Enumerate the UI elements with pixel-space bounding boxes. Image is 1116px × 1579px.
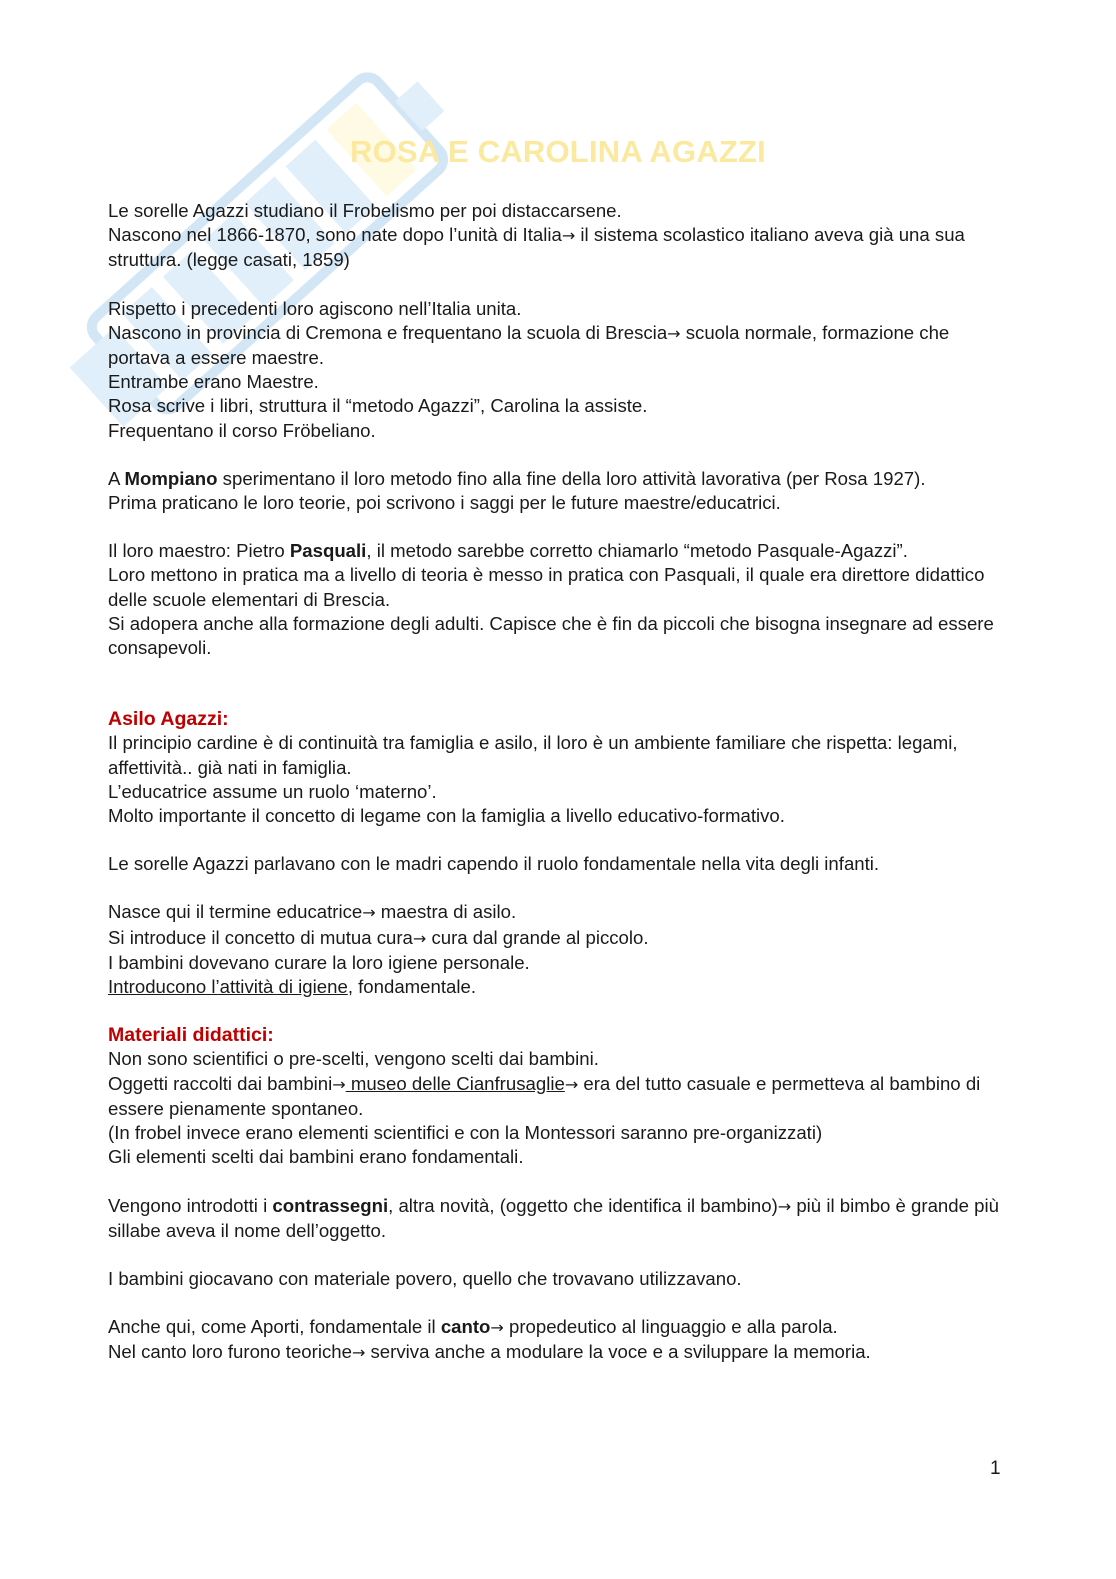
section-heading: Materiali didattici: [108, 1024, 274, 1047]
arrow-right-icon: → [332, 1074, 346, 1094]
paragraph: Nascono in provincia di Cremona e frequentano la scuola di Brescia→ scuola normale, formazione che portava a essere maestre. [108, 321, 950, 369]
paragraph: Anche qui, come Aporti, fondamentale il canto→ propedeutico al linguaggio e alla parola. [108, 1316, 838, 1338]
paragraph: Si introduce il concetto di mutua cura→ cura dal grande al piccolo. [108, 926, 649, 948]
paragraph: Oggetti raccolti dai bambini→ museo delle Cianfrusaglie→ era del tutto casuale e permetteva al bambino di essere pienamente spontaneo. [108, 1072, 981, 1119]
paragraph: Vengono introdotti i contrassegni, altra novità, (oggetto che identifica il bambino)→ più il bimbo è grande più sillabe aveva il nome dell’oggetto. [108, 1194, 999, 1241]
paragraph: Il principio cardine è di continuità tra famiglia e asilo, il loro è un ambiente familiare che rispetta: legami, affettività.. già nati in famiglia. [108, 732, 958, 778]
paragraph: Introducono l’attività di igiene, fondamentale. [108, 976, 476, 998]
paragraph: Nel canto loro furono teoriche→ serviva anche a modulare la voce e a sviluppare la memoria. [108, 1341, 871, 1363]
page-number: 1 [990, 1458, 1001, 1479]
section-heading: Asilo Agazzi: [108, 708, 229, 731]
paragraph: Si adopera anche alla formazione degli adulti. Capisce che è fin da piccoli che bisogna insegnare ad essere consapevoli. [108, 612, 994, 659]
paragraph: Nasce qui il termine educatrice→ maestra di asilo. [108, 901, 517, 923]
paragraph: I bambini dovevano curare la loro igiene personale. [108, 951, 530, 973]
paragraph: Prima praticano le loro teorie, poi scrivono i saggi per le future maestre/educatrici. [108, 492, 781, 514]
paragraph: Rispetto i precedenti loro agiscono nell’Italia unita. [108, 297, 522, 319]
paragraph: Rosa scrive i libri, struttura il “metodo Agazzi”, Carolina la assiste. [108, 395, 648, 417]
paragraph: L’educatrice assume un ruolo ‘materno’. [108, 780, 437, 802]
paragraph: Entrambe erano Maestre. [108, 371, 319, 393]
arrow-right-icon: → [362, 903, 376, 923]
paragraph: Le sorelle Agazzi studiano il Frobelismo per poi distaccarsene. [108, 200, 622, 221]
arrow-right-icon: → [412, 928, 427, 948]
paragraph: A Mompiano sperimentano il loro metodo fino alla fine della loro attività lavorativa (per Rosa 1927). [108, 467, 926, 489]
arrow-right-icon: → [561, 226, 576, 246]
paragraph: Molto importante il concetto di legame con la famiglia a livello educativo-formativo. [108, 805, 785, 827]
arrow-right-icon: → [490, 1318, 504, 1338]
arrow-right-icon: → [351, 1343, 366, 1363]
paragraph: Loro mettono in pratica ma a livello di teoria è messo in pratica con Pasquali, il quale era direttore didattico delle scuole elementari di Brescia. [108, 564, 985, 610]
arrow-right-icon: → [564, 1074, 579, 1094]
arrow-right-icon: → [667, 323, 681, 343]
paragraph: Non sono scientifici o pre-scelti, vengono scelti dai bambini. [108, 1048, 599, 1070]
paragraph: Il loro maestro: Pietro Pasquali, il metodo sarebbe corretto chiamarlo “metodo Pasquale-Agazzi”. [108, 540, 908, 562]
document-body [108, 199, 1013, 1366]
paragraph: (In frobel invece erano elementi scientifici e con la Montessori saranno pre-organizzati) [108, 1122, 823, 1144]
arrow-right-icon: → [777, 1196, 792, 1216]
paragraph: I bambini giocavano con materiale povero, quello che trovavano utilizzavano. [108, 1267, 742, 1289]
paragraph: Le sorelle Agazzi parlavano con le madri capendo il ruolo fondamentale nella vita degli infanti. [108, 853, 880, 875]
paragraph: Gli elementi scelti dai bambini erano fondamentali. [108, 1146, 524, 1168]
paragraph: Frequentano il corso Fröbeliano. [108, 419, 376, 441]
page-title: ROSA E CAROLINA AGAZZI [350, 134, 766, 169]
paragraph: Nascono nel 1866-1870, sono nate dopo l’unità di Italia→ il sistema scolastico italiano aveva già una sua struttura. (legge casati, 1859) [108, 224, 965, 271]
